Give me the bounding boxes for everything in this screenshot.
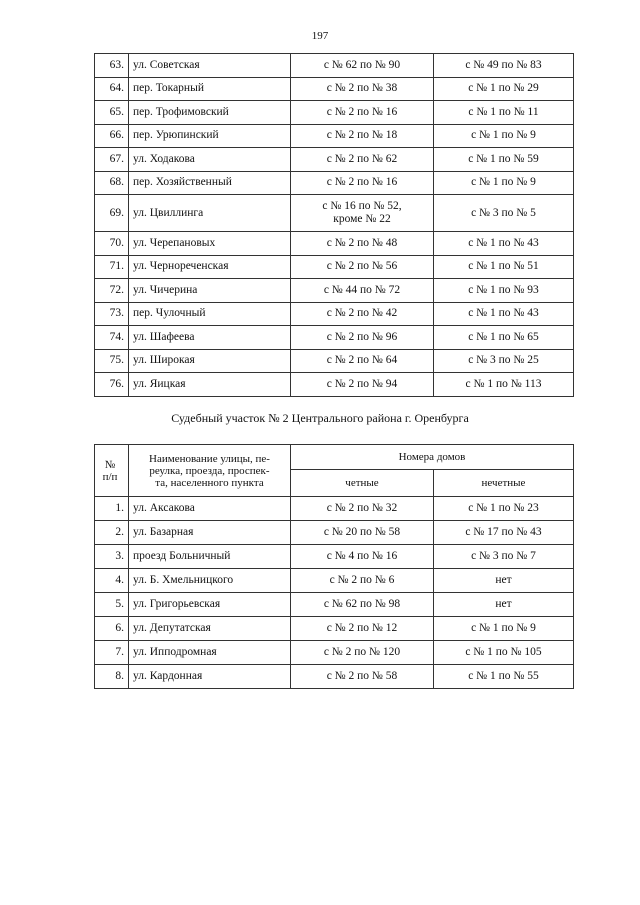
street-name bbox=[129, 569, 291, 593]
section-title: Судебный участок № 2 Центрального района г. Оренбурга bbox=[171, 411, 469, 425]
even-houses-text: с № 2 по № 16 bbox=[326, 176, 398, 189]
header-street-name bbox=[129, 445, 291, 497]
row-number-text: 72. bbox=[109, 283, 124, 296]
odd-houses bbox=[434, 279, 574, 303]
odd-houses-text: с № 1 по № 43 bbox=[468, 236, 539, 249]
even-houses-text: с № 2 по № 16 bbox=[326, 105, 398, 118]
street-name bbox=[129, 279, 291, 303]
street-name-text: пер. Токарный bbox=[133, 82, 204, 95]
street-name bbox=[129, 349, 291, 373]
row-number-text: 66. bbox=[109, 129, 124, 142]
row-number-text: 71. bbox=[109, 260, 124, 273]
even-houses bbox=[291, 641, 434, 665]
odd-houses bbox=[434, 255, 574, 279]
even-houses bbox=[291, 148, 434, 172]
even-houses bbox=[291, 54, 434, 78]
odd-houses-text: с № 1 по № 55 bbox=[468, 670, 539, 682]
even-houses-text: с № 2 по № 62 bbox=[326, 152, 398, 165]
even-houses-text: с № 16 по № 52, bbox=[322, 200, 402, 212]
street-name bbox=[129, 521, 291, 545]
even-houses bbox=[291, 497, 434, 521]
odd-houses-text: с № 1 по № 59 bbox=[468, 152, 539, 165]
even-houses bbox=[291, 124, 434, 148]
odd-houses-text: с № 3 по № 25 bbox=[468, 354, 539, 367]
street-name bbox=[129, 77, 291, 101]
header-num-line1: № bbox=[104, 458, 116, 471]
row-number-text: 4. bbox=[115, 574, 124, 586]
header-num-line2: п/п bbox=[102, 470, 118, 483]
even-houses bbox=[291, 101, 434, 125]
even-houses-text: с № 2 по № 12 bbox=[326, 622, 398, 634]
row-number-text: 8. bbox=[115, 670, 124, 682]
even-houses-text: с № 2 по № 96 bbox=[326, 330, 398, 343]
table-row bbox=[95, 497, 574, 521]
even-houses bbox=[291, 373, 434, 397]
table-row bbox=[95, 569, 574, 593]
table2-body bbox=[95, 497, 574, 689]
row-number bbox=[95, 77, 129, 101]
odd-houses bbox=[434, 77, 574, 101]
even-houses-text: с № 2 по № 120 bbox=[323, 646, 401, 658]
street-name bbox=[129, 302, 291, 326]
street-name-text: ул. Советская bbox=[133, 58, 200, 71]
row-number-text: 74. bbox=[109, 330, 124, 343]
table-row bbox=[95, 171, 574, 195]
street-name-text: ул. Цвиллинга bbox=[133, 206, 204, 219]
even-houses-text: с № 62 по № 90 bbox=[323, 58, 401, 71]
street-name-text: пер. Чулочный bbox=[133, 307, 206, 320]
odd-houses-text: с № 1 по № 9 bbox=[471, 129, 536, 142]
header-name-line1: Наименование улицы, пе- bbox=[149, 452, 270, 465]
street-name-text: ул. Черепановых bbox=[133, 236, 216, 249]
odd-houses-text: с № 1 по № 9 bbox=[471, 176, 536, 189]
row-number bbox=[95, 326, 129, 350]
odd-houses bbox=[434, 569, 574, 593]
street-name bbox=[129, 641, 291, 665]
even-houses bbox=[291, 349, 434, 373]
street-name bbox=[129, 195, 291, 232]
street-name bbox=[129, 101, 291, 125]
row-number-text: 68. bbox=[109, 176, 124, 189]
even-houses-text: с № 2 по № 18 bbox=[326, 129, 398, 142]
street-name bbox=[129, 171, 291, 195]
street-name-text: ул. Чичерина bbox=[133, 283, 198, 296]
street-name-text: ул. Ипподромная bbox=[133, 646, 217, 658]
even-houses bbox=[291, 195, 434, 232]
even-houses-text: с № 2 по № 48 bbox=[326, 236, 398, 249]
table-row bbox=[95, 641, 574, 665]
table-row bbox=[95, 77, 574, 101]
odd-houses bbox=[434, 101, 574, 125]
row-number-text: 2. bbox=[115, 526, 124, 538]
even-houses-text: с № 2 по № 58 bbox=[326, 670, 398, 682]
header-name-line2: реулка, проезда, проспек- bbox=[149, 464, 270, 477]
table-row bbox=[95, 617, 574, 641]
street-name bbox=[129, 54, 291, 78]
table-row bbox=[95, 279, 574, 303]
odd-houses bbox=[434, 497, 574, 521]
row-number-text: 76. bbox=[109, 377, 124, 390]
row-number bbox=[95, 54, 129, 78]
table-row bbox=[95, 593, 574, 617]
street-name-text: ул. Ходакова bbox=[133, 152, 195, 165]
even-houses bbox=[291, 521, 434, 545]
even-houses bbox=[291, 617, 434, 641]
even-houses-text: с № 44 по № 72 bbox=[323, 283, 401, 296]
odd-houses bbox=[434, 232, 574, 256]
even-houses bbox=[291, 593, 434, 617]
street-name-text: ул. Аксакова bbox=[133, 502, 195, 514]
even-houses bbox=[291, 665, 434, 689]
odd-houses bbox=[434, 521, 574, 545]
row-number bbox=[95, 545, 129, 569]
row-number-text: 5. bbox=[115, 598, 124, 610]
street-name-text: проезд Больничный bbox=[133, 550, 231, 562]
street-name bbox=[129, 255, 291, 279]
row-number-text: 67. bbox=[109, 152, 124, 165]
street-name bbox=[129, 232, 291, 256]
street-name-text: пер. Трофимовский bbox=[133, 105, 229, 118]
row-number bbox=[95, 232, 129, 256]
odd-houses-text: нет bbox=[495, 574, 512, 586]
odd-houses bbox=[434, 148, 574, 172]
row-number-text: 1. bbox=[115, 502, 124, 514]
odd-houses bbox=[434, 195, 574, 232]
odd-houses bbox=[434, 373, 574, 397]
header-house-numbers: Номера домов bbox=[291, 445, 574, 470]
even-houses bbox=[291, 77, 434, 101]
table-row bbox=[95, 665, 574, 689]
odd-houses bbox=[434, 124, 574, 148]
row-number bbox=[95, 497, 129, 521]
even-houses-text: с № 2 по № 94 bbox=[326, 377, 398, 390]
street-name-text: ул. Депутатская bbox=[133, 622, 211, 634]
street-name-text: пер. Урюпинский bbox=[133, 129, 219, 142]
table-row bbox=[95, 302, 574, 326]
streets-table-continued bbox=[94, 53, 574, 397]
odd-houses bbox=[434, 593, 574, 617]
row-number-text: 63. bbox=[109, 58, 124, 71]
street-name-text: ул. Базарная bbox=[133, 526, 194, 538]
row-number bbox=[95, 302, 129, 326]
street-name-text: ул. Широкая bbox=[133, 354, 195, 367]
row-number-text: 6. bbox=[115, 622, 124, 634]
even-houses-text: с № 2 по № 32 bbox=[326, 502, 398, 514]
street-name bbox=[129, 665, 291, 689]
street-name bbox=[129, 373, 291, 397]
odd-houses-text: с № 1 по № 9 bbox=[471, 622, 536, 634]
header-name-line3: та, населенного пункта bbox=[155, 476, 264, 489]
row-number-text: 7. bbox=[115, 646, 124, 658]
odd-houses-text: с № 1 по № 51 bbox=[468, 260, 539, 273]
street-name-text: ул. Чернореченская bbox=[133, 260, 229, 273]
row-number bbox=[95, 641, 129, 665]
street-name-text: ул. Шафеева bbox=[133, 330, 195, 343]
row-number bbox=[95, 593, 129, 617]
even-houses-text: с № 2 по № 64 bbox=[326, 354, 398, 367]
table-row bbox=[95, 373, 574, 397]
even-houses bbox=[291, 171, 434, 195]
row-number-text: 73. bbox=[109, 307, 124, 320]
odd-houses bbox=[434, 641, 574, 665]
row-number bbox=[95, 124, 129, 148]
even-houses-text: с № 2 по № 6 bbox=[329, 574, 395, 586]
street-name bbox=[129, 497, 291, 521]
even-houses-note: кроме № 22 bbox=[333, 213, 391, 225]
table-row bbox=[95, 232, 574, 256]
row-number bbox=[95, 171, 129, 195]
header-odd: нечетные bbox=[434, 470, 574, 497]
odd-houses bbox=[434, 171, 574, 195]
even-houses bbox=[291, 255, 434, 279]
table2-header bbox=[95, 445, 574, 497]
row-number bbox=[95, 148, 129, 172]
even-houses-text: с № 2 по № 56 bbox=[326, 260, 398, 273]
table-row bbox=[95, 255, 574, 279]
even-houses-text: с № 4 по № 16 bbox=[326, 550, 398, 562]
row-number-text: 70. bbox=[109, 236, 124, 249]
street-name bbox=[129, 148, 291, 172]
even-houses bbox=[291, 279, 434, 303]
odd-houses bbox=[434, 349, 574, 373]
streets-table-district-2 bbox=[94, 444, 574, 689]
odd-houses bbox=[434, 302, 574, 326]
table-row bbox=[95, 124, 574, 148]
odd-houses bbox=[434, 54, 574, 78]
even-houses-text: с № 2 по № 38 bbox=[326, 82, 398, 95]
even-houses-text: с № 62 по № 98 bbox=[323, 598, 401, 610]
street-name-text: ул. Б. Хмельницкого bbox=[133, 574, 234, 586]
odd-houses-text: с № 3 по № 7 bbox=[471, 550, 536, 562]
street-name bbox=[129, 326, 291, 350]
odd-houses bbox=[434, 617, 574, 641]
odd-houses-text: с № 1 по № 43 bbox=[468, 307, 539, 320]
street-name-text: ул. Яицкая bbox=[133, 377, 186, 390]
table-row bbox=[95, 101, 574, 125]
table-row bbox=[95, 521, 574, 545]
even-houses bbox=[291, 232, 434, 256]
row-number bbox=[95, 255, 129, 279]
odd-houses-text: с № 1 по № 93 bbox=[468, 283, 539, 296]
odd-houses bbox=[434, 326, 574, 350]
even-houses-text: с № 2 по № 42 bbox=[326, 307, 398, 320]
odd-houses bbox=[434, 665, 574, 689]
row-number bbox=[95, 279, 129, 303]
odd-houses-text: нет bbox=[495, 598, 512, 610]
odd-houses-text: с № 1 по № 11 bbox=[468, 105, 539, 118]
odd-houses-text: с № 1 по № 113 bbox=[465, 377, 542, 390]
odd-houses-text: с № 1 по № 29 bbox=[468, 82, 539, 95]
street-name bbox=[129, 593, 291, 617]
street-name bbox=[129, 545, 291, 569]
row-number-text: 3. bbox=[115, 550, 124, 562]
table-row bbox=[95, 54, 574, 78]
row-number bbox=[95, 665, 129, 689]
row-number bbox=[95, 617, 129, 641]
odd-houses bbox=[434, 545, 574, 569]
odd-houses-text: с № 1 по № 105 bbox=[465, 646, 542, 658]
street-name bbox=[129, 124, 291, 148]
row-number-text: 64. bbox=[109, 82, 124, 95]
table1-body bbox=[95, 54, 574, 397]
street-name-text: ул. Григорьевская bbox=[133, 598, 221, 610]
street-name-text: пер. Хозяйственный bbox=[133, 176, 232, 189]
table-row bbox=[95, 545, 574, 569]
even-houses bbox=[291, 545, 434, 569]
street-name bbox=[129, 617, 291, 641]
table-row bbox=[95, 195, 574, 232]
page-number: 197 bbox=[311, 30, 329, 42]
row-number-text: 65. bbox=[109, 105, 124, 118]
row-number-text: 69. bbox=[109, 206, 124, 219]
row-number bbox=[95, 101, 129, 125]
header-even: четные bbox=[291, 470, 434, 497]
even-houses bbox=[291, 302, 434, 326]
row-number-text: 75. bbox=[109, 354, 124, 367]
row-number bbox=[95, 521, 129, 545]
even-houses bbox=[291, 569, 434, 593]
row-number bbox=[95, 569, 129, 593]
odd-houses-text: с № 1 по № 65 bbox=[468, 330, 539, 343]
row-number bbox=[95, 195, 129, 232]
table-row bbox=[95, 326, 574, 350]
odd-houses-text: с № 49 по № 83 bbox=[465, 58, 542, 71]
odd-houses-text: с № 3 по № 5 bbox=[471, 206, 536, 219]
even-houses-text: с № 20 по № 58 bbox=[323, 526, 401, 538]
row-number bbox=[95, 349, 129, 373]
table-row bbox=[95, 148, 574, 172]
odd-houses-text: с № 17 по № 43 bbox=[465, 526, 542, 538]
odd-houses-text: с № 1 по № 23 bbox=[468, 502, 539, 514]
header-num bbox=[95, 445, 129, 497]
row-number bbox=[95, 373, 129, 397]
table-row bbox=[95, 349, 574, 373]
street-name-text: ул. Кардонная bbox=[133, 670, 203, 682]
even-houses bbox=[291, 326, 434, 350]
